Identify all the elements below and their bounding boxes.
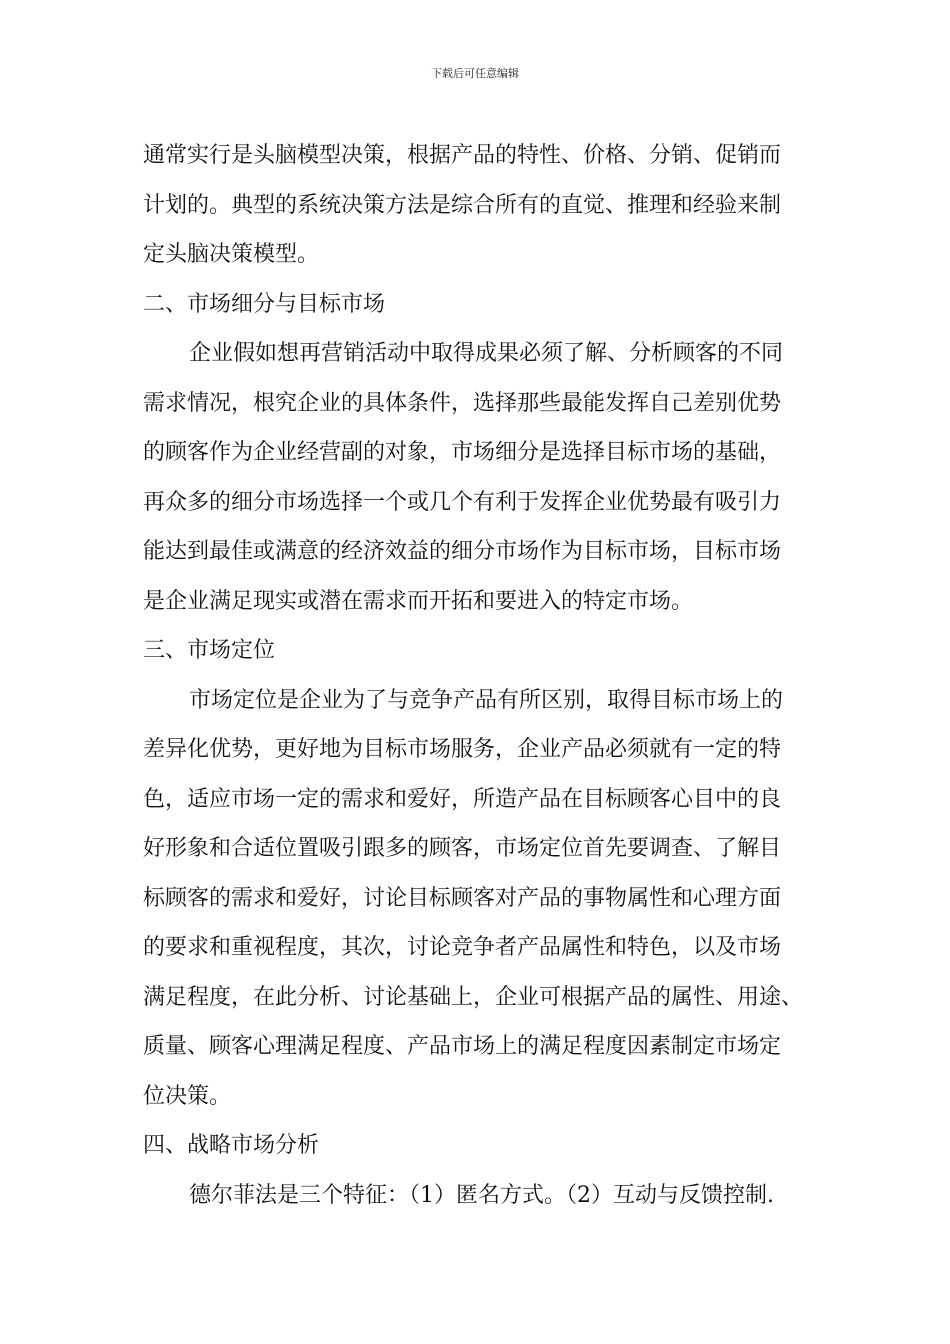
- document-body: [143, 131, 823, 1220]
- text-line-5: 企业假如想再营销活动中取得成果必须了解、分析顾客的不同: [189, 341, 784, 366]
- section-heading-4: 四、战略市场分析: [143, 1133, 320, 1158]
- text-line-2: 计划的。典型的系统决策方法是综合所有的直觉、推理和经验来制: [143, 192, 782, 218]
- text-line-15: 好形象和合适位置吸引跟多的顾客，市场定位首先要调查、了解目: [143, 836, 782, 861]
- text-line-3: 定头脑决策模型。: [143, 242, 320, 267]
- text-line-6: 需求情况，根究企业的具体条件，选择那些最能发挥自己差别优势: [143, 390, 782, 416]
- text-line-8: 再众多的细分市场选择一个或几个有利于发挥企业优势最有吸引力: [143, 489, 782, 515]
- text-line-14: 色，适应市场一定的需求和爱好，所造产品在目标顾客心目中的良: [143, 786, 782, 812]
- section-heading-3: 三、市场定位: [143, 638, 276, 663]
- text-line-17: 的要求和重视程度，其次，讨论竞争者产品属性和特色，以及市场: [143, 935, 782, 960]
- text-line-9: 能达到最佳或满意的经济效益的细分市场作为目标市场，目标市场: [143, 539, 782, 564]
- text-line-7: 的顾客作为企业经营副的对象，市场细分是选择目标市场的基础，: [143, 440, 782, 465]
- text-line-18: 满足程度，在此分析、讨论基础上，企业可根据产品的属性、用途、: [143, 984, 804, 1010]
- text-line-22: 德尔菲法是三个特征：（1）匿名方式。（2）互动与反馈控制.: [189, 1182, 774, 1208]
- text-line-12: 市场定位是企业为了与竞争产品有所区别，取得目标市场上的: [189, 687, 784, 713]
- text-line-13: 差异化优势，更好地为目标市场服务，企业产品必须就有一定的特: [143, 737, 782, 762]
- section-heading-2: 二、市场细分与目标市场: [143, 291, 386, 317]
- text-line-1: 通常实行是头脑模型决策，根据产品的特性、价格、分销、促销而: [143, 143, 782, 168]
- text-line-10: 是企业满足现实或潜在需求而开拓和要进入的特定市场。: [143, 588, 694, 614]
- text-line-20: 位决策。: [143, 1083, 232, 1109]
- page-header: 下载后可任意编辑: [431, 67, 519, 80]
- text-line-19: 质量、顾客心理满足程度、产品市场上的满足程度因素制定市场定: [143, 1034, 782, 1059]
- text-line-16: 标顾客的需求和爱好，讨论目标顾客对产品的事物属性和心理方面: [143, 885, 782, 911]
